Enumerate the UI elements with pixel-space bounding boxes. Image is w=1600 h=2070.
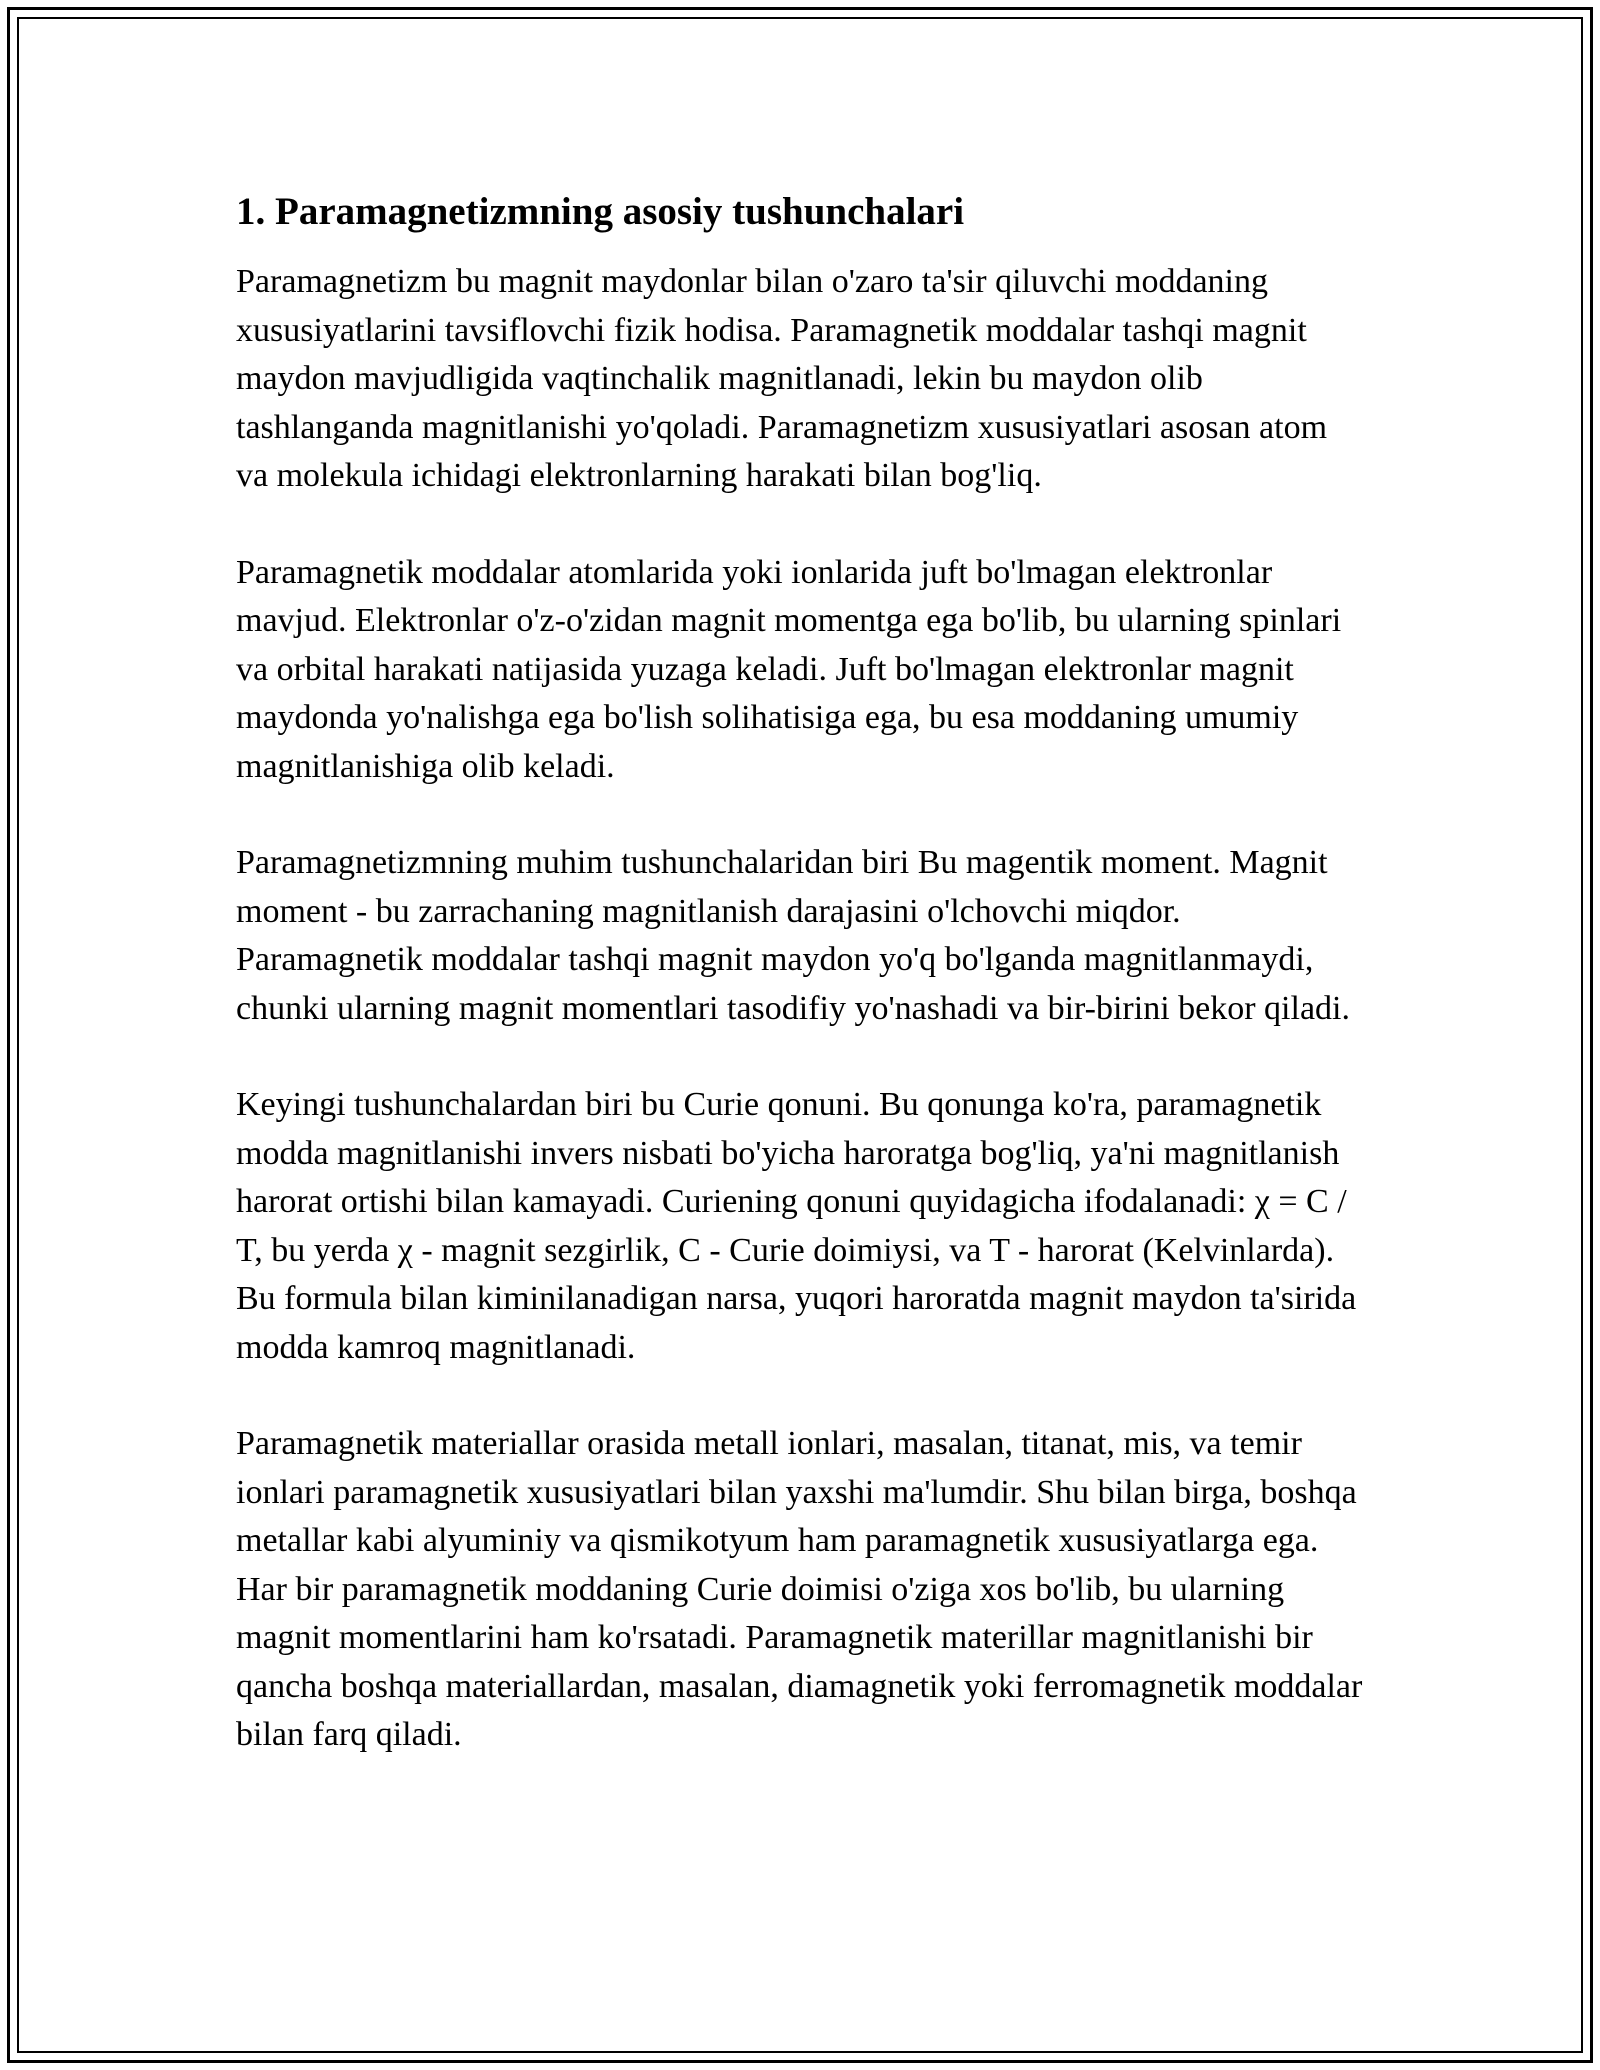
paragraph-4: Keyingi tushunchalardan biri bu Curie qonuni. Bu qonunga ko'ra, paramagnetik modda magnitlanishi invers nisbati bo'yicha haroratga bog'liq, ya'ni magnitlanish harorat ortishi bilan kamayadi. Curiening qonuni quyidagicha ifodalanadi: χ = C / T, bu yerda χ - magnit sezgirlik, C - Curie doimiysi, va T - harorat (Kelvinlarda). Bu formula bilan kiminilanadigan narsa, yuqori haroratda magnit maydon ta'sirida modda kamroq magnitlanadi. [236, 1086, 1357, 1366]
paragraph-2: Paramagnetik moddalar atomlarida yoki ionlarida juft bo'lmagan elektronlar mavjud. Elektronlar o'z-o'zidan magnit momentga ega bo'lib, bu ularning spinlari va orbital harakati natijasida yuzaga keladi. Juft bo'lmagan elektronlar magnit maydonda yo'nalishga ega bo'lish solihatisiga ega, bu esa moddaning umumiy magnitlanishiga olib keladi. [236, 553, 1342, 785]
paragraph-3: Paramagnetizmning muhim tushunchalaridan biri Bu magentik moment. Magnit moment - bu zarrachaning magnitlanish darajasini o'lchovchi miqdor. Paramagnetik moddalar tashqi magnit maydon yo'q bo'lganda magnitlanmaydi, chunki ularning magnit momentlari tasodifiy yo'nashadi va bir-birini bekor qiladi. [236, 844, 1350, 1027]
paragraph-1: Paramagnetizm bu magnit maydonlar bilan o'zaro ta'sir qiluvchi moddaning xususiyatlarini tavsiflovchi fizik hodisa. Paramagnetik moddalar tashqi magnit maydon mavjudligida vaqtinchalik magnitlanadi, lekin bu maydon olib tashlanganda magnitlanishi yo'qoladi. Paramagnetizm xususiyatlari asosan atom va molekula ichidagi elektronlarning harakati bilan bog'liq. [236, 263, 1328, 494]
document-body [236, 186, 1366, 1808]
paragraph-5: Paramagnetik materiallar orasida metall ionlari, masalan, titanat, mis, va temir ionlari paramagnetik xususiyatlari bilan yaxshi ma'lumdir. Shu bilan birga, boshqa metallar kabi alyuminiy va qismikotyum ham paramagnetik xususiyatlarga ega. Har bir paramagnetik moddaning Curie doimisi o'ziga xos bo'lib, bu ularning magnit momentlarini ham ko'rsatadi. Paramagnetik materillar magnitlanishi bir qancha boshqa materiallardan, masalan, diamagnetik yoki ferromagnetik moddalar bilan farq qiladi. [236, 1425, 1363, 1753]
section-heading: 1. Paramagnetizmning asosiy tushunchalari [236, 190, 965, 233]
